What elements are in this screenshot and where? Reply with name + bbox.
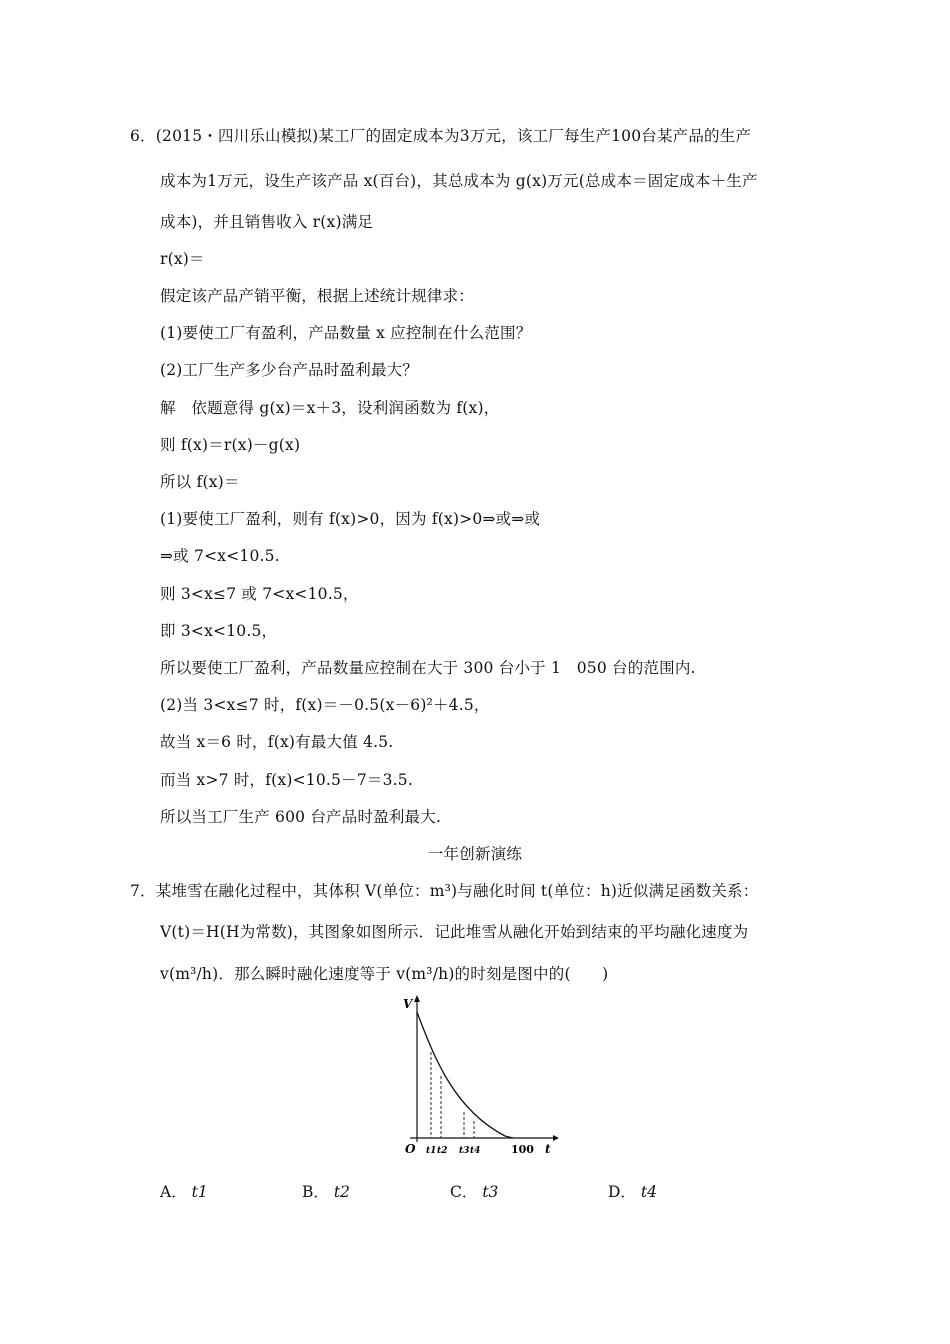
q6-line-15: 所以要使工厂盈利，产品数量应控制在大于 300 台小于 1 050 台的范围内. — [160, 659, 696, 677]
option-a[interactable] — [160, 1180, 208, 1202]
x-end-label: 100 — [511, 1143, 534, 1156]
q6-line-7: (2)工厂生产多少台产品时盈利最大？ — [160, 361, 419, 379]
q6-line-1: 6．(2015・四川乐山模拟)某工厂的固定成本为3万元，该工厂每生产100台某产品的生产 — [130, 127, 752, 145]
y-axis-label: V — [403, 997, 413, 1011]
q6-line-16: (2)当 3<x≤7 时，f(x)＝－0.5(x－6)²＋4.5， — [160, 696, 490, 714]
tick-label-t1: t1 — [426, 1146, 437, 1156]
x-axis-label: t — [545, 1142, 551, 1156]
q6-line-17: 故当 x＝6 时，f(x)有最大值 4.5. — [160, 733, 394, 751]
option-c[interactable] — [450, 1180, 498, 1202]
q7-line-1: 7．某堆雪在融化过程中，其体积 V(单位：m³)与融化时间 t(单位：h)近似满足函数关系： — [130, 882, 759, 900]
option-a-letter: A． — [160, 1183, 187, 1201]
q6-line-9: 则 f(x)＝r(x)－g(x) — [160, 436, 301, 454]
option-d[interactable] — [608, 1180, 657, 1202]
q6-line-6: (1)要使工厂有盈利，产品数量 x 应控制在什么范围？ — [160, 324, 532, 342]
option-d-letter: D． — [608, 1183, 636, 1201]
q6-solution-start: 解 依题意得 g(x)＝x＋3，设利润函数为 f(x)， — [160, 399, 500, 417]
option-c-value: t3 — [482, 1183, 499, 1201]
tick-label-t3: t3 — [459, 1146, 470, 1156]
q6-line-11: (1)要使工厂盈利，则有 f(x)>0，因为 f(x)>0⇒或⇒或 — [160, 510, 541, 528]
q6-line-19: 所以当工厂生产 600 台产品时盈利最大. — [160, 808, 442, 826]
option-a-value: t1 — [191, 1183, 208, 1201]
tick-label-t2: t2 — [437, 1146, 448, 1156]
option-c-letter: C． — [450, 1183, 478, 1201]
q6-line-12: ⇒或 7<x<10.5. — [160, 547, 280, 565]
q6-line-13: 则 3<x≤7 或 7<x<10.5， — [160, 585, 359, 603]
q6-line-10: 所以 f(x)＝ — [160, 473, 240, 491]
x-axis-arrow — [553, 1135, 559, 1141]
melting-graph — [395, 990, 565, 1160]
q7-line-2: V(t)＝H(H为常数)，其图象如图所示．记此堆雪从融化开始到结束的平均融化速度为 — [160, 923, 749, 941]
option-b[interactable] — [302, 1180, 350, 1202]
q6-line-5: 假定该产品产销平衡，根据上述统计规律求： — [160, 287, 475, 305]
option-b-letter: B． — [302, 1183, 329, 1201]
y-axis-arrow — [414, 995, 420, 1002]
section-title: 一年创新演练 — [427, 845, 523, 863]
q6-line-4: r(x)＝ — [160, 250, 205, 268]
option-b-value: t2 — [333, 1183, 350, 1201]
q6-line-2: 成本为1万元，设生产该产品 x(百台)，其总成本为 g(x)万元(总成本＝固定成本＋生产 — [160, 172, 758, 190]
q6-line-14: 即 3<x<10.5， — [160, 622, 278, 640]
q7-line-3: v(m³/h)．那么瞬时融化速度等于 v(m³/h)的时刻是图中的( ) — [160, 965, 609, 983]
option-d-value: t4 — [640, 1183, 657, 1201]
tick-label-t4: t4 — [470, 1146, 481, 1156]
q6-line-18: 而当 x>7 时，f(x)<10.5－7＝3.5. — [160, 771, 413, 789]
q6-line-3: 成本)，并且销售收入 r(x)满足 — [160, 213, 374, 231]
origin-label: O — [405, 1142, 416, 1156]
